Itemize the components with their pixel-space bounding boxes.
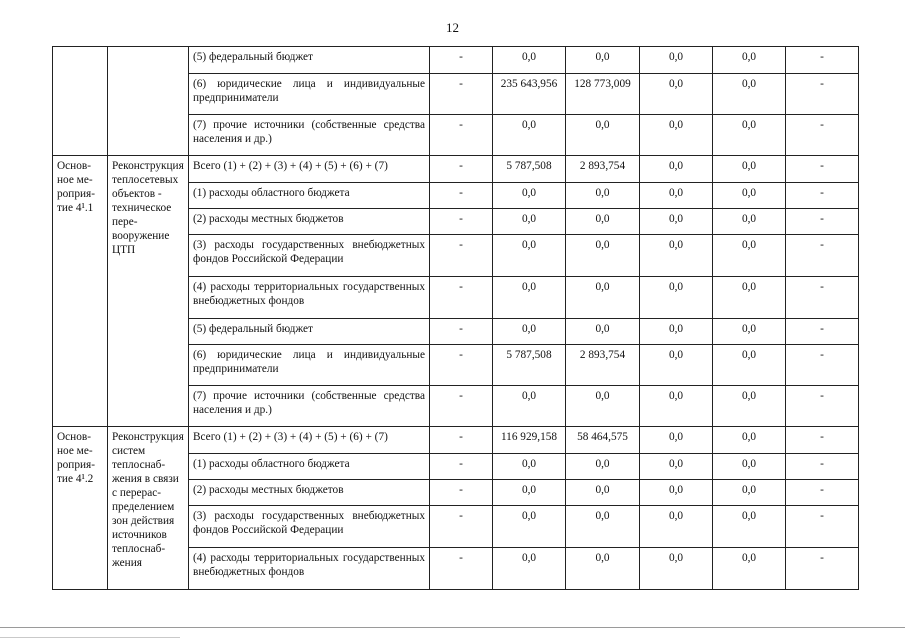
value-cell-c1: - — [430, 47, 493, 74]
value-cell-c4: 0,0 — [640, 480, 713, 506]
value-cell-c6: - — [786, 506, 859, 548]
value-cell-c2: 0,0 — [493, 454, 566, 480]
value-cell-c4: 0,0 — [640, 74, 713, 115]
value-cell-c1: - — [430, 345, 493, 386]
value-cell-c3: 58 464,575 — [566, 427, 640, 454]
value-cell-c4: 0,0 — [640, 319, 713, 345]
value-cell-c3: 0,0 — [566, 183, 640, 209]
value-cell-c4: 0,0 — [640, 386, 713, 427]
value-cell-c6: - — [786, 183, 859, 209]
funding-source-cell: (6) юридические лица и индивидуальные предприниматели — [189, 74, 430, 115]
value-cell-c2: 0,0 — [493, 506, 566, 548]
value-cell-c6: - — [786, 115, 859, 156]
value-cell-c4: 0,0 — [640, 506, 713, 548]
value-cell-c4: 0,0 — [640, 454, 713, 480]
value-cell-c1: - — [430, 386, 493, 427]
event-name-cell — [108, 47, 189, 156]
value-cell-c3: 0,0 — [566, 548, 640, 590]
value-cell-c4: 0,0 — [640, 209, 713, 235]
value-cell-c2: 0,0 — [493, 235, 566, 277]
value-cell-c6: - — [786, 209, 859, 235]
funding-source-cell: (4) расходы территориальных государственных внебюджетных фондов — [189, 548, 430, 590]
value-cell-c1: - — [430, 548, 493, 590]
value-cell-c3: 128 773,009 — [566, 74, 640, 115]
value-cell-c5: 0,0 — [713, 345, 786, 386]
event-name-cell: Реконструкция систем теплоснабжения в связи с перераспределением зон действия источников теплоснабжения — [108, 427, 189, 590]
page-number: 12 — [446, 20, 459, 35]
event-name-cell: Реконструкция теплосетевых объектов - техническое перевооружение ЦТП — [108, 156, 189, 427]
funding-source-cell: (4) расходы территориальных государственных внебюджетных фондов — [189, 277, 430, 319]
value-cell-c4: 0,0 — [640, 427, 713, 454]
value-cell-c6: - — [786, 345, 859, 386]
value-cell-c5: 0,0 — [713, 115, 786, 156]
value-cell-c3: 0,0 — [566, 235, 640, 277]
value-cell-c1: - — [430, 115, 493, 156]
funding-source-cell: Всего (1) + (2) + (3) + (4) + (5) + (6) + (7) — [189, 427, 430, 454]
value-cell-c4: 0,0 — [640, 345, 713, 386]
value-cell-c2: 5 787,508 — [493, 156, 566, 183]
funding-source-cell: (6) юридические лица и индивидуальные предприниматели — [189, 345, 430, 386]
table-row — [53, 47, 859, 74]
value-cell-c5: 0,0 — [713, 480, 786, 506]
funding-source-cell: (5) федеральный бюджет — [189, 319, 430, 345]
value-cell-c4: 0,0 — [640, 115, 713, 156]
funding-source-cell: (5) федеральный бюджет — [189, 47, 430, 74]
scan-edge-line-short — [0, 637, 180, 638]
value-cell-c1: - — [430, 506, 493, 548]
event-cell: Основное мероприятие 4¹.2 — [53, 427, 108, 590]
value-cell-c6: - — [786, 47, 859, 74]
funding-source-cell: (2) расходы местных бюджетов — [189, 480, 430, 506]
value-cell-c3: 0,0 — [566, 386, 640, 427]
value-cell-c2: 0,0 — [493, 386, 566, 427]
value-cell-c6: - — [786, 386, 859, 427]
table-row — [53, 156, 859, 183]
value-cell-c2: 0,0 — [493, 480, 566, 506]
value-cell-c1: - — [430, 209, 493, 235]
value-cell-c1: - — [430, 235, 493, 277]
funding-source-cell: (3) расходы государственных внебюджетных фондов Российской Федерации — [189, 506, 430, 548]
value-cell-c6: - — [786, 277, 859, 319]
value-cell-c5: 0,0 — [713, 183, 786, 209]
value-cell-c6: - — [786, 480, 859, 506]
value-cell-c4: 0,0 — [640, 183, 713, 209]
value-cell-c6: - — [786, 427, 859, 454]
value-cell-c1: - — [430, 427, 493, 454]
funding-source-cell: (2) расходы местных бюджетов — [189, 209, 430, 235]
value-cell-c6: - — [786, 74, 859, 115]
table-row — [53, 427, 859, 454]
value-cell-c2: 0,0 — [493, 319, 566, 345]
value-cell-c3: 0,0 — [566, 47, 640, 74]
value-cell-c3: 0,0 — [566, 115, 640, 156]
value-cell-c2: 5 787,508 — [493, 345, 566, 386]
value-cell-c6: - — [786, 548, 859, 590]
value-cell-c1: - — [430, 319, 493, 345]
value-cell-c2: 235 643,956 — [493, 74, 566, 115]
value-cell-c5: 0,0 — [713, 156, 786, 183]
event-cell: Основное мероприятие 4¹.1 — [53, 156, 108, 427]
budget-table — [52, 46, 859, 590]
value-cell-c5: 0,0 — [713, 319, 786, 345]
value-cell-c2: 0,0 — [493, 115, 566, 156]
value-cell-c1: - — [430, 480, 493, 506]
value-cell-c4: 0,0 — [640, 548, 713, 590]
value-cell-c3: 0,0 — [566, 277, 640, 319]
funding-source-cell: (7) прочие источники (собственные средства населения и др.) — [189, 386, 430, 427]
value-cell-c3: 0,0 — [566, 480, 640, 506]
value-cell-c4: 0,0 — [640, 277, 713, 319]
value-cell-c3: 2 893,754 — [566, 345, 640, 386]
value-cell-c3: 2 893,754 — [566, 156, 640, 183]
value-cell-c5: 0,0 — [713, 548, 786, 590]
event-cell — [53, 47, 108, 156]
value-cell-c2: 0,0 — [493, 209, 566, 235]
funding-source-cell: Всего (1) + (2) + (3) + (4) + (5) + (6) + (7) — [189, 156, 430, 183]
value-cell-c6: - — [786, 454, 859, 480]
value-cell-c3: 0,0 — [566, 319, 640, 345]
value-cell-c6: - — [786, 156, 859, 183]
value-cell-c5: 0,0 — [713, 454, 786, 480]
value-cell-c4: 0,0 — [640, 235, 713, 277]
value-cell-c1: - — [430, 277, 493, 319]
value-cell-c6: - — [786, 235, 859, 277]
value-cell-c3: 0,0 — [566, 209, 640, 235]
value-cell-c3: 0,0 — [566, 454, 640, 480]
value-cell-c4: 0,0 — [640, 156, 713, 183]
value-cell-c5: 0,0 — [713, 235, 786, 277]
value-cell-c1: - — [430, 74, 493, 115]
value-cell-c2: 116 929,158 — [493, 427, 566, 454]
funding-source-cell: (1) расходы областного бюджета — [189, 183, 430, 209]
value-cell-c5: 0,0 — [713, 277, 786, 319]
value-cell-c2: 0,0 — [493, 47, 566, 74]
value-cell-c1: - — [430, 156, 493, 183]
funding-source-cell: (1) расходы областного бюджета — [189, 454, 430, 480]
value-cell-c5: 0,0 — [713, 386, 786, 427]
scan-edge-line — [0, 627, 905, 628]
value-cell-c1: - — [430, 183, 493, 209]
value-cell-c1: - — [430, 454, 493, 480]
value-cell-c5: 0,0 — [713, 427, 786, 454]
value-cell-c6: - — [786, 319, 859, 345]
value-cell-c5: 0,0 — [713, 47, 786, 74]
value-cell-c5: 0,0 — [713, 506, 786, 548]
value-cell-c5: 0,0 — [713, 74, 786, 115]
funding-source-cell: (7) прочие источники (собственные средства населения и др.) — [189, 115, 430, 156]
value-cell-c5: 0,0 — [713, 209, 786, 235]
value-cell-c2: 0,0 — [493, 548, 566, 590]
value-cell-c2: 0,0 — [493, 277, 566, 319]
funding-source-cell: (3) расходы государственных внебюджетных фондов Российской Федерации — [189, 235, 430, 277]
value-cell-c4: 0,0 — [640, 47, 713, 74]
value-cell-c2: 0,0 — [493, 183, 566, 209]
value-cell-c3: 0,0 — [566, 506, 640, 548]
